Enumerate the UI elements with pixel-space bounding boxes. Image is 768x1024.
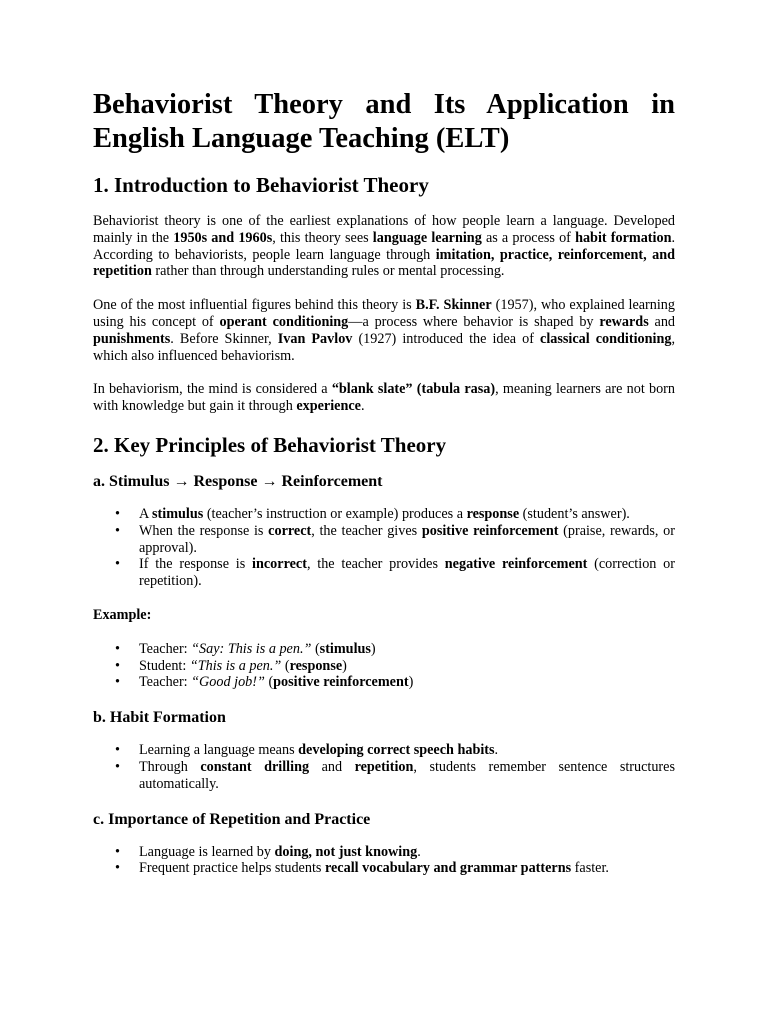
text-run: Through — [139, 758, 201, 775]
bold-text: classical conditioning — [540, 330, 672, 347]
bullet-item — [139, 523, 675, 557]
bold-text: language learning — [372, 229, 482, 246]
bold-text: punishments — [93, 330, 171, 347]
bold-text: operant conditioning — [219, 313, 349, 330]
text-run: ( — [311, 640, 320, 657]
bold-text: response — [289, 657, 343, 674]
text-run: (teacher’s instruction or example) produces a — [203, 505, 467, 522]
bold-text: B.F. Skinner — [415, 297, 492, 314]
text-run: A — [139, 505, 153, 522]
bullet-item — [139, 759, 675, 793]
text-run: Language is learned by — [139, 843, 275, 860]
text-run: Behaviorist theory is one of the earliest explanations of how people learn a language. Developed mainly in the — [93, 213, 675, 246]
text-run: ) — [370, 640, 376, 657]
bold-text: constant drilling — [200, 758, 310, 775]
bullet-item — [139, 860, 675, 877]
text-run: Teacher: — [139, 640, 192, 657]
example-list — [93, 641, 675, 691]
bullet-item — [139, 844, 675, 861]
text-run: (1927) introduced the idea of — [352, 330, 541, 347]
bold-text: incorrect — [252, 556, 307, 573]
bold-text: “blank slate” (tabula rasa) — [331, 381, 496, 398]
italic-text: “This is a pen.” — [189, 657, 282, 674]
text-run: , the teacher gives — [311, 522, 422, 539]
bold-text: correct — [268, 522, 312, 539]
text-run: . — [360, 398, 365, 415]
paragraph-intro-3 — [93, 381, 675, 415]
text-run: and — [309, 758, 355, 775]
document-title: Behaviorist Theory and Its Application in English Language Teaching (ELT) — [93, 89, 675, 154]
bold-text: 1950s and 1960s — [173, 229, 273, 246]
text-run: ( — [281, 657, 290, 674]
bullet-item — [139, 674, 675, 691]
document-page — [93, 88, 675, 894]
subheading-repetition-practice: c. Importance of Repetition and Practice — [93, 810, 371, 828]
subheading-stimulus-response: a. Stimulus → Response → Reinforcement — [93, 472, 383, 490]
text-run: (correction or repetition). — [139, 556, 675, 590]
text-run: If the response is — [139, 556, 253, 573]
section-heading-introduction: 1. Introduction to Behaviorist Theory — [93, 173, 429, 197]
text-run: Teacher: — [139, 674, 192, 691]
text-run: Frequent practice helps students — [139, 860, 325, 877]
bold-text: stimulus — [319, 640, 371, 657]
bold-text: rewards — [599, 313, 649, 330]
text-run: (praise, rewards, or approval). — [139, 522, 675, 556]
bold-text: negative reinforcement — [444, 556, 588, 573]
text-run: Learning a language means — [139, 742, 299, 759]
italic-text: “Good job!” — [191, 674, 265, 691]
bold-text: imitation, practice, reinforcement, and repetition — [93, 246, 675, 280]
text-run: ( — [264, 674, 274, 691]
text-run: ) — [342, 657, 347, 674]
text-run: , this theory sees — [272, 229, 373, 246]
text-run: Student: — [139, 657, 190, 674]
text-run: (1957), who explained learning using his concept of — [93, 297, 675, 330]
text-run: ) — [408, 674, 414, 691]
bullet-item — [139, 742, 675, 759]
text-run: . — [417, 843, 421, 860]
bold-text: Ivan Pavlov — [277, 330, 353, 347]
bold-text: doing, not just knowing — [274, 843, 418, 860]
text-run: , which also influenced behaviorism. — [93, 330, 675, 364]
paragraph-intro-1 — [93, 213, 675, 280]
text-run: . — [494, 742, 499, 759]
bold-text: repetition — [354, 758, 414, 775]
text-run: In behaviorism, the mind is considered a — [93, 381, 332, 398]
text-run: as a process of — [481, 229, 576, 246]
text-run: When the response is — [139, 522, 269, 539]
bullet-item — [139, 556, 675, 590]
text-run: , the teacher provides — [306, 556, 445, 573]
bullet-item — [139, 658, 675, 675]
text-run: , meaning learners are not born with knowledge but gain it through — [93, 381, 675, 415]
stimulus-response-list — [93, 506, 675, 590]
paragraph-intro-2 — [93, 297, 675, 364]
bullet-item — [139, 641, 675, 658]
bold-text: stimulus — [152, 505, 204, 522]
bold-text: positive reinforcement — [273, 674, 409, 691]
text-run: —a process where behavior is shaped by — [348, 313, 600, 330]
bold-text: response — [466, 505, 520, 522]
bold-text: experience — [296, 398, 361, 415]
text-run: . Before Skinner, — [170, 330, 278, 347]
repetition-practice-list — [93, 844, 675, 878]
text-run: rather than through understanding rules or mental processing. — [151, 263, 505, 280]
bold-text: developing correct speech habits — [298, 742, 495, 759]
bullet-item — [139, 506, 675, 523]
bold-text: recall vocabulary and grammar patterns — [324, 860, 572, 877]
subheading-habit-formation: b. Habit Formation — [93, 709, 226, 727]
italic-text: “Say: This is a pen.” — [191, 640, 312, 657]
section-heading-key-principles: 2. Key Principles of Behaviorist Theory — [93, 432, 447, 457]
text-run: (student’s answer). — [519, 505, 630, 522]
text-run: . According to behaviorists, people learn language through — [93, 229, 676, 263]
habit-formation-list — [93, 742, 675, 792]
text-run: , students remember sentence structures automatically. — [139, 758, 675, 792]
text-run: One of the most influential figures behind this theory is — [93, 297, 416, 314]
text-run: faster. — [571, 860, 609, 877]
bold-text: positive reinforcement — [421, 522, 559, 539]
text-run: and — [648, 313, 676, 330]
example-label: Example: — [93, 606, 152, 623]
bold-text: habit formation — [575, 229, 672, 246]
